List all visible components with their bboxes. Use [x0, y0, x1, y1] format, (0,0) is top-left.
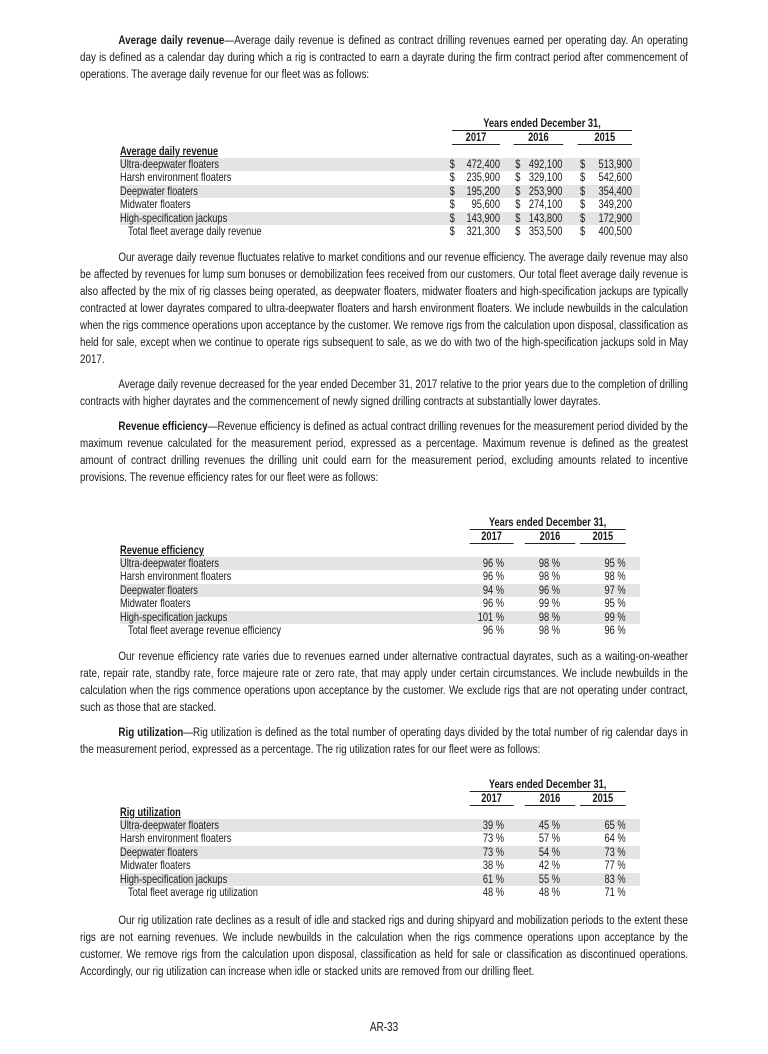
row-value: 513,900 [598, 158, 632, 171]
row-value: 143,900 [466, 211, 500, 225]
currency-symbol: $ [580, 211, 586, 225]
year-column-header: 2015 [578, 131, 632, 145]
term-average-daily-revenue: Average daily revenue [118, 33, 225, 47]
row-value: 329,100 [528, 171, 563, 185]
row-value: 42 % [538, 859, 560, 873]
row-value: 98 % [538, 570, 560, 584]
row-label: Midwater floaters [120, 597, 191, 611]
currency-symbol: $ [580, 224, 586, 238]
row-label: Total fleet average revenue efficiency [128, 623, 281, 637]
row-value: 98 % [538, 623, 560, 637]
currency-symbol: $ [515, 211, 521, 225]
year-column-header: 2015 [580, 530, 626, 544]
row-value: 98 % [538, 557, 560, 570]
row-value: 274,100 [528, 198, 563, 212]
row-value: 96 % [482, 623, 504, 637]
currency-symbol: $ [449, 184, 455, 198]
currency-symbol: $ [580, 171, 586, 185]
currency-symbol: $ [580, 158, 586, 171]
currency-symbol: $ [580, 198, 586, 212]
currency-symbol: $ [515, 184, 521, 198]
table-section-title: Average daily revenue [120, 145, 219, 158]
row-value: 57 % [538, 832, 560, 846]
row-value: 96 % [482, 570, 504, 584]
row-value: 96 % [482, 597, 504, 611]
row-label: Ultra-deepwater floaters [120, 557, 219, 570]
rig-utilization-table [120, 778, 640, 902]
paragraph-rig-utilization [80, 724, 688, 758]
row-label: Total fleet average daily revenue [128, 224, 262, 238]
row-label: Deepwater floaters [120, 845, 198, 859]
paragraph-text: —Revenue efficiency is defined as actual contract drilling revenues for the measurement period divided by the maximum revenue calculated for the measurement period, expressed as a percentage. Maximum revenue is defined as the greatest amount of contract drilling revenues the drilling unit could earn for the measurement period, excluding amounts related to incentive provisions. The revenue efficiency rates for our fleet were as follows: [80, 419, 689, 484]
paragraph-adr-fluctuation: Our average daily revenue fluctuates relative to market conditions and our revenue efficiency. The average daily revenue may also be affected by revenues for lump sum bonuses or demobilization fees received from our customers. Our total fleet average daily revenue is also affected by the mix of rig classes being operated, as deepwater floaters, midwater floaters and high-specification jackups are typically contracted at lower dayrates compared to ultra-deepwater floaters and harsh environment floaters. We include newbuilds in the calculation when the rigs commence operations upon acceptance by the customer. We remove rigs from the calculation upon disposal, classification as held for sale, except when we continue to operate rigs subsequent to sale, as we do with two of the high-specification jackups sold in May 2017. [80, 250, 688, 366]
table-row [120, 873, 640, 886]
row-value: 55 % [538, 872, 560, 886]
row-value: 195,200 [466, 184, 500, 198]
revenue-efficiency-table [120, 516, 640, 640]
row-value: 48 % [538, 885, 560, 899]
row-label: Harsh environment floaters [120, 570, 232, 584]
row-value: 96 % [482, 557, 504, 570]
table-total-row [120, 624, 640, 637]
row-value: 94 % [482, 583, 504, 597]
row-value: 353,500 [528, 224, 563, 238]
table-section-title: Rig utilization [120, 806, 181, 819]
row-value: 472,400 [466, 158, 500, 171]
row-value: 253,900 [528, 184, 563, 198]
page-number: AR-33 [369, 1020, 399, 1034]
row-value: 48 % [482, 885, 504, 899]
row-value: 83 % [604, 872, 626, 886]
row-value: 73 % [604, 845, 626, 859]
row-value: 99 % [538, 597, 560, 611]
paragraph-adr-decrease: Average daily revenue decreased for the year ended December 31, 2017 relative to the prior years due to the completion of drilling contracts with higher dayrates and the commencement of newly signed drilling contracts at substantially lower dayrates. [80, 377, 688, 408]
paragraph-utilization-decline: Our rig utilization rate declines as a result of idle and stacked rigs and during shipyard and mobilization periods to the extent these rigs are not earning revenues. We include newbuilds in the calculation when the rigs commence operations upon acceptance by the customer. We remove rigs from the calculation upon disposal, classification as held for sale or classification as discontinued operations. Accordingly, our rig utilization can increase when idle or stacked units are removed from our drilling fleet. [80, 913, 688, 978]
currency-symbol: $ [580, 184, 586, 198]
table-row [120, 597, 640, 610]
row-value: 73 % [482, 845, 504, 859]
term-revenue-efficiency: Revenue efficiency [118, 419, 208, 433]
paragraph-text: —Average daily revenue is defined as contract drilling revenues earned per operating day. An operating day is defined as a calendar day during which a rig is contracted to earn a dayrate during the firm contract period after commencement of operations. The average daily revenue for our fleet was as follows: [80, 33, 688, 81]
year-column-header: 2015 [580, 792, 626, 806]
currency-symbol: $ [515, 171, 521, 185]
row-value: 64 % [604, 832, 626, 846]
row-value: 38 % [482, 859, 504, 873]
row-value: 96 % [604, 623, 626, 637]
table-row [120, 846, 640, 859]
row-label: Harsh environment floaters [120, 171, 232, 185]
table-row [120, 859, 640, 872]
row-label: Ultra-deepwater floaters [120, 158, 219, 171]
paragraph-average-daily-revenue [80, 32, 688, 83]
row-value: 235,900 [466, 171, 500, 185]
row-value: 96 % [538, 583, 560, 597]
currency-symbol: $ [515, 198, 521, 212]
currency-symbol: $ [515, 224, 521, 238]
row-value: 95 % [604, 557, 626, 570]
row-value: 65 % [604, 819, 626, 832]
year-column-header: 2016 [514, 131, 564, 145]
row-value: 45 % [538, 819, 560, 832]
year-column-header: 2017 [470, 530, 514, 544]
table-row [120, 212, 640, 225]
row-value: 97 % [604, 583, 626, 597]
table-row [120, 185, 640, 198]
row-value: 98 % [538, 610, 560, 624]
table-row [120, 198, 640, 211]
row-value: 71 % [604, 885, 626, 899]
currency-symbol: $ [515, 158, 521, 171]
year-column-header: 2016 [525, 792, 575, 806]
row-value: 354,400 [598, 184, 632, 198]
years-ended-header: Years ended December 31, [452, 117, 632, 131]
term-rig-utilization: Rig utilization [118, 725, 184, 739]
row-value: 172,900 [598, 211, 632, 225]
row-value: 54 % [538, 845, 560, 859]
row-value: 99 % [604, 610, 626, 624]
table-row [120, 557, 640, 570]
table-row [120, 584, 640, 597]
row-value: 95 % [604, 597, 626, 611]
currency-symbol: $ [449, 198, 455, 212]
table-row [120, 611, 640, 624]
year-column-header: 2016 [525, 530, 575, 544]
row-label: Midwater floaters [120, 859, 191, 873]
row-label: Harsh environment floaters [120, 832, 232, 846]
paragraph-revenue-efficiency [80, 418, 688, 486]
currency-symbol: $ [449, 224, 455, 238]
row-value: 39 % [482, 819, 504, 832]
table-row [120, 158, 640, 171]
row-value: 61 % [482, 872, 504, 886]
row-value: 101 % [477, 610, 504, 624]
row-value: 98 % [604, 570, 626, 584]
row-label: Deepwater floaters [120, 583, 198, 597]
row-value: 542,600 [598, 171, 632, 185]
row-label: Midwater floaters [120, 198, 191, 212]
row-value: 73 % [482, 832, 504, 846]
table-row [120, 819, 640, 832]
year-column-header: 2017 [470, 792, 514, 806]
row-label: Deepwater floaters [120, 184, 198, 198]
row-label: High-specification jackups [120, 211, 228, 225]
years-ended-header: Years ended December 31, [470, 516, 626, 530]
table-body [120, 557, 640, 637]
table-row [120, 570, 640, 583]
years-ended-header: Years ended December 31, [470, 778, 626, 792]
table-body [120, 819, 640, 899]
row-value: 400,500 [598, 224, 632, 238]
currency-symbol: $ [449, 158, 455, 171]
row-value: 77 % [604, 859, 626, 873]
year-column-header: 2017 [452, 131, 500, 145]
row-value: 143,800 [528, 211, 563, 225]
row-label: Total fleet average rig utilization [128, 885, 258, 899]
row-label: High-specification jackups [120, 872, 228, 886]
row-label: Ultra-deepwater floaters [120, 819, 219, 832]
row-value: 321,300 [466, 224, 500, 238]
row-value: 95,600 [471, 198, 500, 212]
paragraph-efficiency-variance: Our revenue efficiency rate varies due to revenues earned under alternative contractual dayrates, such as a waiting-on-weather rate, repair rate, standby rate, force majeure rate or zero rate, that may apply under certain circumstances. We include newbuilds in the calculation when the rigs commence operations upon acceptance by the customer. We exclude rigs that are not operating under contract, such as those that are stacked. [80, 649, 688, 714]
table-row [120, 171, 640, 184]
table-section-title: Revenue efficiency [120, 544, 205, 557]
row-value: 492,100 [528, 158, 563, 171]
row-label: High-specification jackups [120, 610, 228, 624]
table-total-row [120, 886, 640, 899]
paragraph-text: —Rig utilization is defined as the total number of operating days divided by the total number of rig calendar days in the measurement period, expressed as a percentage. The rig utilization rates for our fleet were as follows: [80, 725, 688, 756]
table-total-row [120, 225, 640, 238]
row-value: 349,200 [598, 198, 632, 212]
currency-symbol: $ [449, 211, 455, 225]
table-row [120, 832, 640, 845]
average-daily-revenue-table [120, 117, 640, 241]
table-body [120, 158, 640, 238]
currency-symbol: $ [449, 171, 455, 185]
